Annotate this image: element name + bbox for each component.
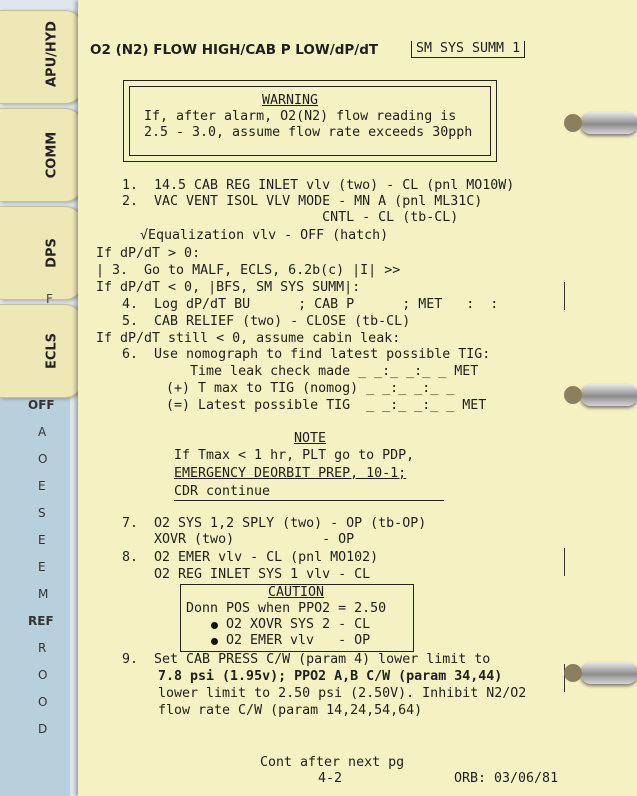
edge-text: D bbox=[38, 722, 48, 736]
step-line: If dP/dT still < 0, assume cabin leak: bbox=[96, 331, 401, 346]
note-line-1: If Tmax < 1 hr, PLT go to PDP, bbox=[174, 448, 415, 463]
step-9-line-1: 9. Set CAB PRESS C/W (param 4) lower limit to bbox=[122, 652, 491, 667]
edge-text: OFF bbox=[28, 398, 55, 412]
edge-f: F bbox=[46, 292, 53, 306]
edge-text: E bbox=[38, 479, 46, 493]
step-line: If dP/dT < 0, |BFS, SM SYS SUMM|: bbox=[96, 280, 361, 295]
step-9-line-4: flow rate C/W (param 14,24,54,64) bbox=[158, 703, 423, 718]
tab-ecls[interactable] bbox=[0, 304, 83, 398]
note-header: NOTE bbox=[294, 431, 327, 446]
tab-comm[interactable] bbox=[0, 108, 83, 202]
caution-line-3: O2 EMER vlv - OP bbox=[226, 633, 371, 648]
step-line: XOVR (two) - OP bbox=[122, 532, 355, 547]
tab-dps[interactable] bbox=[0, 206, 83, 300]
tab-label: DPS bbox=[44, 238, 60, 268]
page-title: O2 (N2) FLOW HIGH/CAB P LOW/dP/dT bbox=[90, 42, 379, 58]
tab-apu-hyd[interactable] bbox=[0, 10, 83, 104]
step-line: 8. O2 EMER vlv - CL (pnl MO102) bbox=[122, 550, 379, 565]
checklist-page bbox=[78, 0, 637, 796]
step-line: 4. Log dP/dT BU ; CAB P ; MET : : bbox=[122, 297, 515, 312]
step-line: If dP/dT > 0: bbox=[96, 246, 201, 261]
edge-text: E bbox=[38, 560, 46, 574]
edge-text: A bbox=[38, 425, 47, 439]
warning-line-2: 2.5 - 3.0, assume flow rate exceeds 30pph bbox=[144, 125, 473, 140]
edge-text: O bbox=[38, 668, 48, 682]
binder-ring bbox=[580, 384, 637, 406]
binder-ring bbox=[580, 662, 637, 684]
change-bar bbox=[564, 282, 565, 310]
change-bar bbox=[564, 548, 565, 576]
note-line-2: EMERGENCY DEORBIT PREP, 10-1; bbox=[174, 466, 407, 481]
step-line: 6. Use nomograph to find latest possible TIG: bbox=[122, 347, 491, 362]
step-line: (+) T max to TIG (nomog) _ _:_ _:_ _ bbox=[142, 381, 455, 396]
edge-text: E bbox=[38, 533, 46, 547]
step-line: Time leak check made _ _:_ _:_ _ MET bbox=[142, 364, 479, 379]
step-line: | 3. Go to MALF, ECLS, 6.2b(c) |I| >> bbox=[96, 263, 401, 278]
page-number: 4-2 bbox=[318, 771, 343, 786]
orbit-date: ORB: 03/06/81 bbox=[454, 771, 559, 786]
step-9-line-3: lower limit to 2.50 psi (2.50V). Inhibit N2/O2 bbox=[158, 686, 527, 701]
binder-ring bbox=[580, 112, 637, 134]
note-rule bbox=[174, 500, 444, 501]
step-line: CNTL - CL (tb-CL) bbox=[122, 210, 459, 225]
step-line: 5. CAB RELIEF (two) - CLOSE (tb-CL) bbox=[122, 314, 411, 329]
step-line: 1. 14.5 CAB REG INLET vlv (two) - CL (pnl MO10W) bbox=[122, 178, 515, 193]
note-line-3: CDR continue bbox=[174, 484, 271, 499]
step-line: 2. VAC VENT ISOL VLV MODE - MN A (pnl ML31C) bbox=[122, 194, 483, 209]
edge-text: M bbox=[38, 587, 49, 601]
edge-text: REF bbox=[28, 614, 54, 628]
warning-header: WARNING bbox=[262, 93, 319, 108]
tab-label: ECLS bbox=[44, 332, 60, 370]
underlying-page-edges bbox=[0, 398, 80, 749]
step-9-line-2: 7.8 psi (1.95v); PPO2 A,B C/W (param 34,44) bbox=[158, 669, 503, 684]
edge-text: S bbox=[38, 506, 46, 520]
step-line: O2 REG INLET SYS 1 vlv - CL bbox=[122, 567, 371, 582]
caution-line-2: O2 XOVR SYS 2 - CL bbox=[226, 617, 371, 632]
step-line: 7. O2 SYS 1,2 SPLY (two) - OP (tb-OP) bbox=[122, 516, 427, 531]
edge-text: O bbox=[38, 695, 48, 709]
bullet-icon bbox=[211, 638, 218, 645]
caution-header: CAUTION bbox=[268, 585, 325, 600]
warning-line-1: If, after alarm, O2(N2) flow reading is bbox=[144, 109, 457, 124]
edge-text: O bbox=[38, 452, 48, 466]
step-line: (=) Latest possible TIG _ _:_ _:_ _ MET bbox=[142, 398, 487, 413]
title-reference: SM SYS SUMM 1 bbox=[411, 41, 525, 58]
tab-label: APU/HYD bbox=[44, 21, 60, 87]
caution-line-1: Donn POS when PPO2 = 2.50 bbox=[186, 601, 387, 616]
continuation-note: Cont after next pg bbox=[260, 755, 405, 770]
edge-text: R bbox=[38, 641, 47, 655]
tab-label: COMM bbox=[44, 131, 60, 179]
step-line: √Equalization vlv - OFF (hatch) bbox=[140, 228, 389, 243]
bullet-icon bbox=[211, 622, 218, 629]
